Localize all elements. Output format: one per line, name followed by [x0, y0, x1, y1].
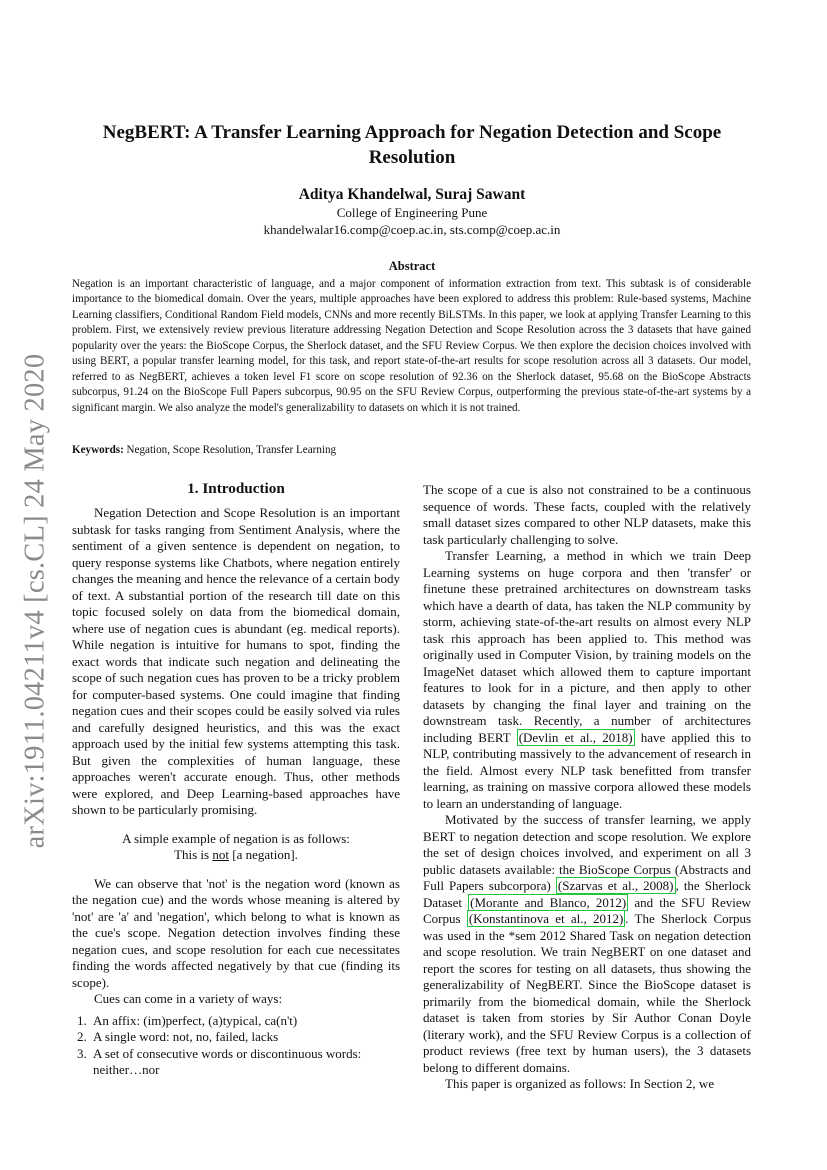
paper-title: NegBERT: A Transfer Learning Approach for Negation Detection and Scope Resolution	[102, 122, 722, 168]
motivation-paragraph: Motivated by the success of transfer learning, we apply BERT to negation detection and scope resolution. We explore the set of design choices involved, and experiment on all 3 public datasets available: the BioScope Corpus (Abstracts and Full Papers subcorpora) (Szarvas et al., 2008) , the Sherlock Dataset (Morante and Blanco, 2012) and the SFU Review Corpus (Konstantinova et al., 2012) . The Sherlock Corpus was used in the *sem 2012 Shared Task on negation detection and scope resolution. We train NegBERT on one dataset and report the scores for testing on all datasets, thus showing the generalizability of NegBERT. Since the BioScope dataset is primarily from the biomedical domain, while the Sherlock dataset is taken from stories by Sir Author Conan Doyle (literary work), and the SFU Review Corpus is a collection of product reviews (free text by human users), the 3 datasets belong to different domains.	[423, 812, 752, 1075]
list-item: 3. A set of consecutive words or discontinuous words: neither…nor	[90, 1046, 400, 1079]
citation-morante-blanco-2012[interactable]: (Morante and Blanco, 2012)	[470, 894, 627, 910]
keywords-text: Negation, Scope Resolution, Transfer Learning	[123, 444, 337, 456]
list-item: 2. A single word: not, no, failed, lacks	[90, 1029, 400, 1046]
arxiv-identifier-stamp	[12, 355, 58, 847]
example-intro-line: A simple example of negation is as follows:	[122, 830, 350, 846]
section-heading-introduction: 1. Introduction	[187, 480, 285, 497]
citation-szarvas-2008[interactable]: (Szarvas et al., 2008)	[557, 878, 674, 893]
list-item: 1. An affix: (im)perfect, (a)typical, ca(n't)	[90, 1013, 400, 1030]
keywords-line	[72, 444, 336, 456]
author-names: Aditya Khandelwal, Suraj Sawant	[298, 186, 526, 203]
affiliation: College of Engineering Pune	[336, 205, 488, 220]
organization-paragraph: This paper is organized as follows: In Section 2, we	[445, 1076, 715, 1091]
right-column	[423, 482, 751, 1093]
cue-types-list	[72, 1013, 400, 1079]
transfer-learning-paragraph: Transfer Learning, a method in which we train Deep Learning systems on huge corpora and then 'transfer' or finetune these pretrained architectures on downstream tasks which have a dearth of data, has taken the NLP community by storm, achieving state-of-the-art results on almost every NLP task rhis approach has been applied to. This method was originally used in Computer Vision, by training models on the ImageNet dataset which allowed them to capture important features to look for in a picture, and then apply to other datasets by changing the final layer and training on the downstream task. Recently, a number of architectures including BERT (Devlin et al., 2018) have applied this to NLP, contributing massively to the advancement of research in the field. Almost every NLP task benefitted from transfer learning, as training on massive corpora allowed these models to learn an understanding of language.	[423, 548, 751, 811]
intro-paragraph-1: Negation Detection and Scope Resolution is an important subtask for tasks ranging from Sentiment Analysis, where the sentiment of a given sentence is dependent on negation, to query response systems like Chatbots, where negation entirely changes the meaning and hence the relevance of a certain body of text. A substantial portion of the research till date on this topic focused solely on data from the biomedical domain, where use of negation cues is abundant (eg. medical reports). While negation is intuitive for humans to spot, finding the exact words that indicate such negation and delineating the scope of such negation cues has proven to be a tricky problem for computer-based systems. One could imagine that finding negation cues and their scopes could be easily solved via rules and carefully designed heuristics, and this was the exact approach used by the initial few systems attempting this task. But given the complexities of human language, these approaches weren't accurate enough. Thus, other methods were explored, and Deep Learning-based approaches have shown to be particularly promising.	[72, 505, 400, 817]
author-emails: khandelwalar16.comp@coep.ac.in, sts.comp@coep.ac.in	[263, 222, 561, 237]
negation-example	[72, 831, 400, 864]
abstract-heading: Abstract	[388, 259, 436, 273]
example-negation-cue: not	[212, 847, 229, 862]
left-column	[72, 479, 400, 1079]
right-paragraph-1: The scope of a cue is also not constrained to be a continuous sequence of words. These facts, coupled with the relatively small dataset sizes compared to other NLP datasets, make this task particularly challenging to solve.	[423, 482, 751, 547]
intro-paragraph-3: Cues can come in a variety of ways:	[94, 991, 283, 1006]
abstract-body: Negation is an important characteristic of language, and a major component of information extraction from text. This subtask is of considerable importance to the biomedical domain. Over the years, multiple approaches have been explored to address this problem: Rule-based systems, Machine Learning classifiers, Conditional Random Field models, CNNs and more recently BiLSTMs. In this paper, we look at applying Transfer Learning to this problem. First, we extensively review previous literature addressing Negation Detection and Scope Resolution across the 3 datasets that have gained popularity over the years: the BioScope Corpus, the Sherlock dataset, and the SFU Review Corpus. We then explore the decision choices involved with using BERT, a popular transfer learning model, for this task, and report state-of-the-art results for scope resolution across all 3 datasets. Our model, referred to as NegBERT, achieves a token level F1 score on scope resolution of 92.36 on the Sherlock dataset, 95.68 on the BioScope Abstracts subcorpus, 91.24 on the BioScope Full Papers subcorpus, 90.95 on the SFU Review Corpus, outperforming the previous state-of-the-art systems by a significant margin. We also analyze the model's generalizability to datasets on which it is not trained.	[72, 278, 751, 414]
keywords-label: Keywords:	[72, 444, 124, 456]
intro-paragraph-2: We can observe that 'not' is the negation word (known as the negation cue) and the words whose meaning is altered by 'not' are 'a' and 'negation', which belong to what is known as the cue's scope. Negation detection involves finding these negation cues, and scope resolution for each cue necessitates finding the words affected negatively by that cue (finding its scope).	[72, 875, 400, 990]
example-sentence: This is not [a negation].	[174, 847, 298, 862]
arxiv-id-text: arXiv:1911.04211v4 [cs.CL] 24 May 2020	[19, 353, 50, 849]
citation-konstantinova-2012[interactable]: (Konstantinova et al., 2012)	[468, 911, 624, 926]
citation-devlin-2018[interactable]: (Devlin et al., 2018)	[518, 729, 633, 745]
